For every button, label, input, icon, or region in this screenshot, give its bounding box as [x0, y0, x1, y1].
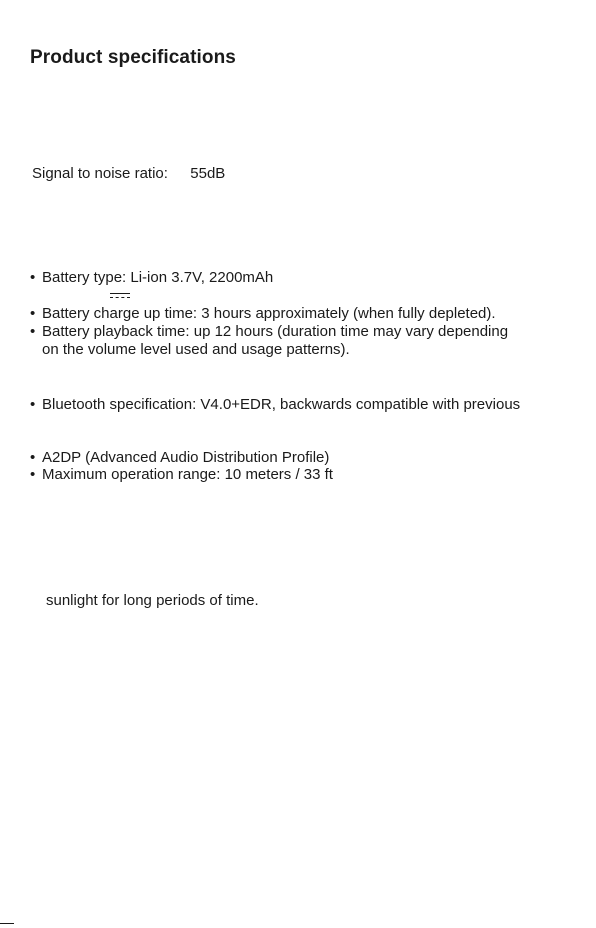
list-item: [30, 323, 508, 341]
snr-label: Signal to noise ratio:: [32, 165, 168, 182]
corner-mark: [0, 923, 14, 924]
sunlight-note: sunlight for long periods of time.: [46, 592, 259, 609]
battery-type-text: Battery type: Li-ion 3.7V, 2200mAh: [42, 269, 274, 286]
bullet-icon: •: [30, 305, 36, 322]
range-text: Maximum operation range: 10 meters / 33 ft: [42, 466, 333, 483]
dc-symbol-icon: [110, 292, 130, 300]
bullet-icon: •: [30, 396, 36, 413]
list-item: [30, 466, 333, 484]
bullet-icon: •: [30, 323, 36, 340]
a2dp-text: A2DP (Advanced Audio Distribution Profile): [42, 449, 330, 466]
bullet-icon: •: [30, 449, 36, 466]
list-item: [30, 269, 273, 287]
bullet-icon: •: [30, 466, 36, 483]
snr-row: [32, 165, 225, 183]
battery-playback-text: Battery playback time: up 12 hours (duration time may vary depending: [42, 323, 509, 340]
battery-playback-continuation: on the volume level used and usage patterns).: [42, 341, 350, 358]
list-item: [30, 449, 329, 467]
battery-charge-text: Battery charge up time: 3 hours approximately (when fully depleted).: [42, 305, 496, 322]
list-item: [30, 396, 520, 414]
bullet-icon: •: [30, 269, 36, 286]
snr-value: 55dB: [190, 165, 226, 182]
bluetooth-spec-text: Bluetooth specification: V4.0+EDR, backwards compatible with previous: [42, 396, 521, 413]
page-title: Product specifications: [30, 47, 236, 68]
list-item: [30, 305, 496, 323]
